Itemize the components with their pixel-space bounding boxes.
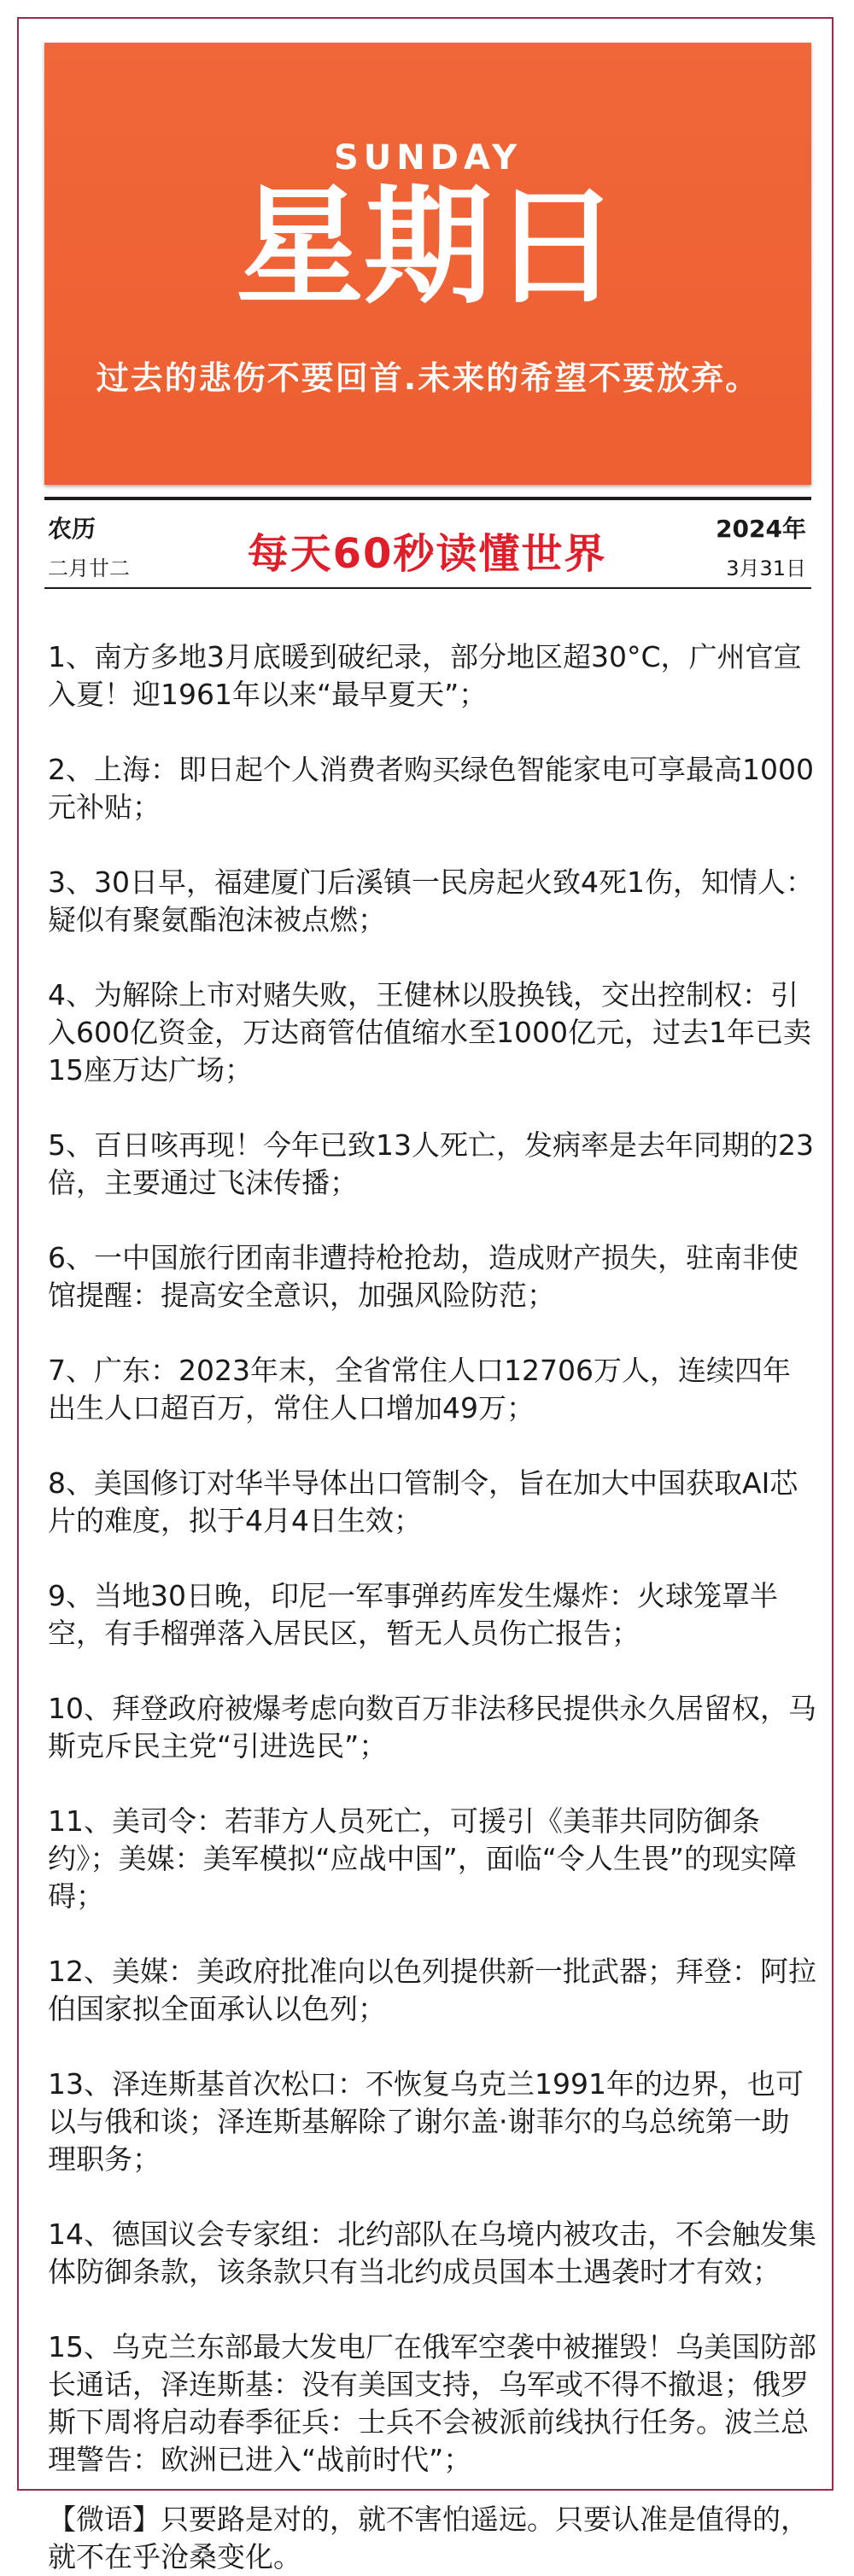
news-item: 5、百日咳再现！今年已致13人死亡，发病率是去年同期的23倍，主要通过飞沫传播；	[48, 1128, 814, 1199]
page-title: 每天60秒读懂世界	[247, 530, 607, 578]
banner-motto: 过去的悲伤不要回首.未来的希望不要放弃。	[96, 359, 760, 397]
day-banner	[44, 43, 811, 485]
header-bottom-rule	[44, 587, 811, 589]
lunar-date: 二月廿二	[48, 557, 130, 580]
news-list	[48, 638, 816, 2576]
news-item: 6、一中国旅行团南非遭持枪抢劫，造成财产损失，驻南非使馆提醒：提高安全意识，加强风险防范；	[48, 1241, 798, 1312]
day-chinese: 星期日	[235, 173, 620, 322]
news-item: 9、当地30日晚，印尼一军事弹药库发生爆炸：火球笼罩半空，有手榴弹落入居民区，暂无人员伤亡报告；	[48, 1579, 778, 1650]
year-label: 2024年	[716, 515, 806, 543]
news-item: 15、乌克兰东部最大发电厂在俄军空袭中被摧毁！乌美国防部长通话，泽连斯基：没有美国支持，乌军或不得不撤退；俄罗斯下周将启动春季征兵：士兵不会被派前线执行任务。波兰总理警告：欧洲已进入“战前时代”；	[48, 2330, 816, 2476]
news-item: 14、德国议会专家组：北约部队在乌境内被攻击，不会触发集体防御条款，该条款只有当北约成员国本土遇袭时才有效；	[48, 2218, 816, 2288]
daily-quote: 【微语】只要路是对的，就不害怕遥远。只要认准是值得的，就不在乎沧桑变化。	[48, 2503, 809, 2573]
news-item: 2、上海：即日起个人消费者购买绿色智能家电可享最高1000元补贴；	[48, 753, 814, 824]
header-top-rule	[44, 497, 811, 500]
page-frame	[17, 17, 834, 2573]
news-item: 7、广东：2023年末，全省常住人口12706万人，连续四年出生人口超百万，常住人口增加49万；	[48, 1354, 791, 1425]
news-item: 12、美媒：美政府批准向以色列提供新一批武器；拜登：阿拉伯国家拟全面承认以色列；	[48, 1955, 816, 2025]
lunar-label: 农历	[48, 515, 97, 543]
day-english: SUNDAY	[333, 138, 523, 178]
news-item: 4、为解除上市对赌失败，王健林以股换钱，交出控制权：引入600亿资金，万达商管估值缩水至1000亿元，过去1年已卖15座万达广场；	[48, 978, 811, 1087]
date-label: 3月31日	[726, 557, 806, 580]
news-item: 11、美司令：若菲方人员死亡，可援引《美菲共同防御条约》；美媒：美军模拟“应战中国”，面临“令人生畏”的现实障碍；	[48, 1804, 797, 1913]
news-item: 8、美国修订对华半导体出口管制令，旨在加大中国获取AI芯片的难度，拟于4月4日生效；	[48, 1466, 798, 1537]
news-item: 10、拜登政府被爆考虑向数百万非法移民提供永久居留权，马斯克斥民主党“引进选民”；	[48, 1692, 816, 1763]
news-item: 1、南方多地3月底暖到破纪录，部分地区超30°C，广州官宣入夏！迎1961年以来“最早夏天”；	[48, 640, 802, 711]
news-item: 3、30日早，福建厦门后溪镇一民房起火致4死1伤，知情人：疑似有聚氨酯泡沫被点燃；	[48, 865, 814, 936]
news-item: 13、泽连斯基首次松口：不恢复乌克兰1991年的边界，也可以与俄和谈；泽连斯基解除了谢尔盖·谢菲尔的乌总统第一助理职务；	[48, 2067, 804, 2176]
